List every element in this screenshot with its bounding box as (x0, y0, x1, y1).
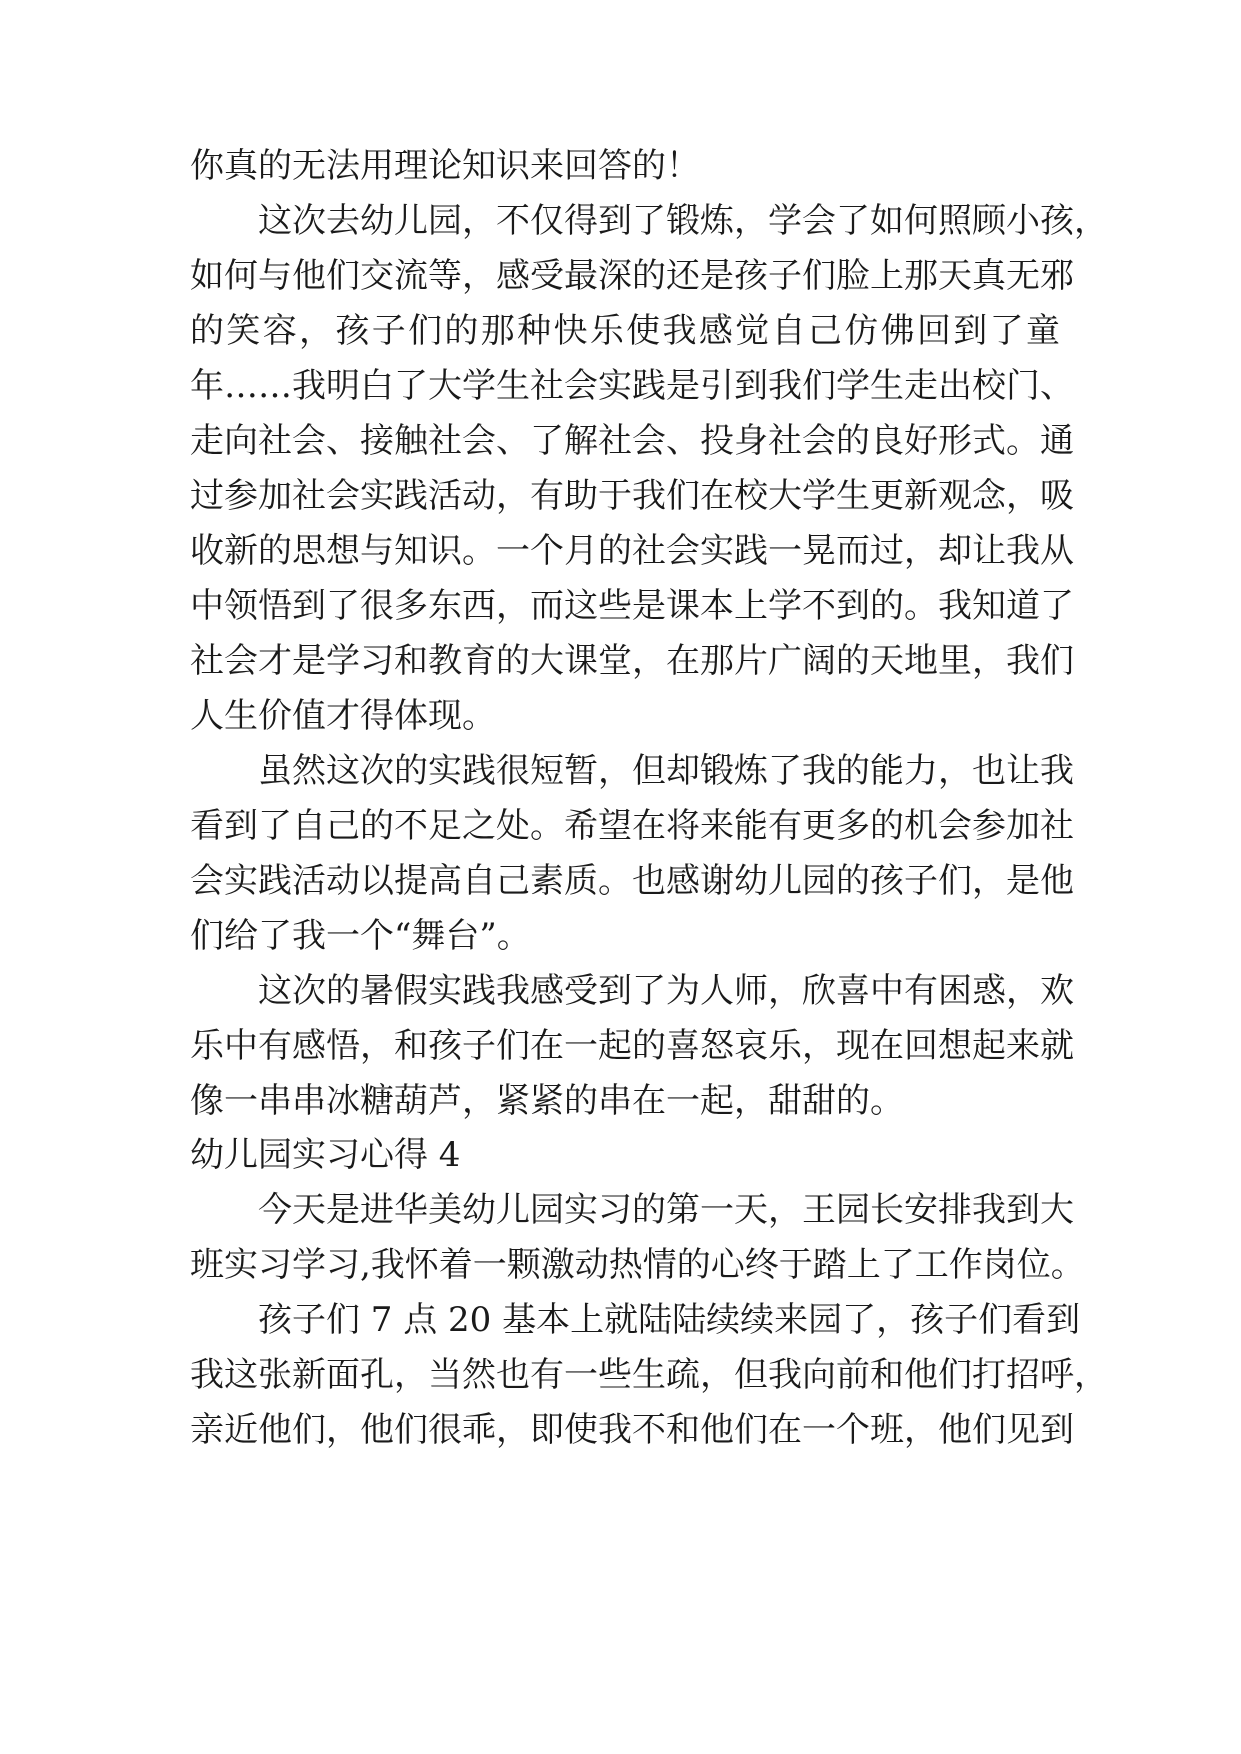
text-line: 你真的无法用理论知识来回答的！ (190, 146, 700, 186)
text-line: 社会才是学习和教育的大课堂，在那片广阔的天地里，我们 (190, 641, 1074, 681)
text-line: 这次的暑假实践我感受到了为人师，欣喜中有困惑，欢 (258, 971, 1074, 1011)
text-line: 过参加社会实践活动，有助于我们在校大学生更新观念，吸 (190, 476, 1074, 516)
text-line: 亲近他们，他们很乖，即使我不和他们在一个班，他们见到 (190, 1410, 1074, 1450)
text-line: 孩子们 7 点 20 基本上就陆陆续续来园了，孩子们看到 (258, 1300, 1081, 1340)
text-line: 人生价值才得体现。 (190, 696, 496, 736)
text-line: 走向社会、接触社会、了解社会、投身社会的良好形式。通 (190, 421, 1074, 461)
text-line: 会实践活动以提高自己素质。也感谢幼儿园的孩子们，是他 (190, 861, 1074, 901)
text-line: 看到了自己的不足之处。希望在将来能有更多的机会参加社 (190, 806, 1074, 846)
text-line: 乐中有感悟，和孩子们在一起的喜怒哀乐，现在回想起来就 (190, 1026, 1074, 1066)
text-line: 的笑容，孩子们的那种快乐使我感觉自己仿佛回到了童 (190, 311, 1060, 351)
text-line: 像一串串冰糖葫芦，紧紧的串在一起，甜甜的。 (190, 1081, 904, 1121)
text-line: 虽然这次的实践很短暂，但却锻炼了我的能力，也让我 (258, 751, 1074, 791)
text-line: 收新的思想与知识。一个月的社会实践一晃而过，却让我从 (190, 531, 1074, 571)
text-line: 们给了我一个“舞台”。 (190, 916, 531, 956)
text-line: 今天是进华美幼儿园实习的第一天，王园长安排我到大 (258, 1190, 1074, 1230)
text-line: 中领悟到了很多东西，而这些是课本上学不到的。我知道了 (190, 586, 1074, 626)
text-line: 我这张新面孔，当然也有一些生疏，但我向前和他们打招呼， (190, 1355, 1108, 1395)
section-heading: 幼儿园实习心得 4 (190, 1135, 461, 1175)
text-line: 如何与他们交流等，感受最深的还是孩子们脸上那天真无邪 (190, 256, 1074, 296)
text-line: 班实习学习,我怀着一颗激动热情的心终于踏上了工作岗位。 (190, 1245, 1085, 1285)
text-line: 这次去幼儿园，不仅得到了锻炼，学会了如何照顾小孩， (258, 201, 1108, 241)
text-line: 年……我明白了大学生社会实践是引到我们学生走出校门、 (190, 366, 1074, 406)
